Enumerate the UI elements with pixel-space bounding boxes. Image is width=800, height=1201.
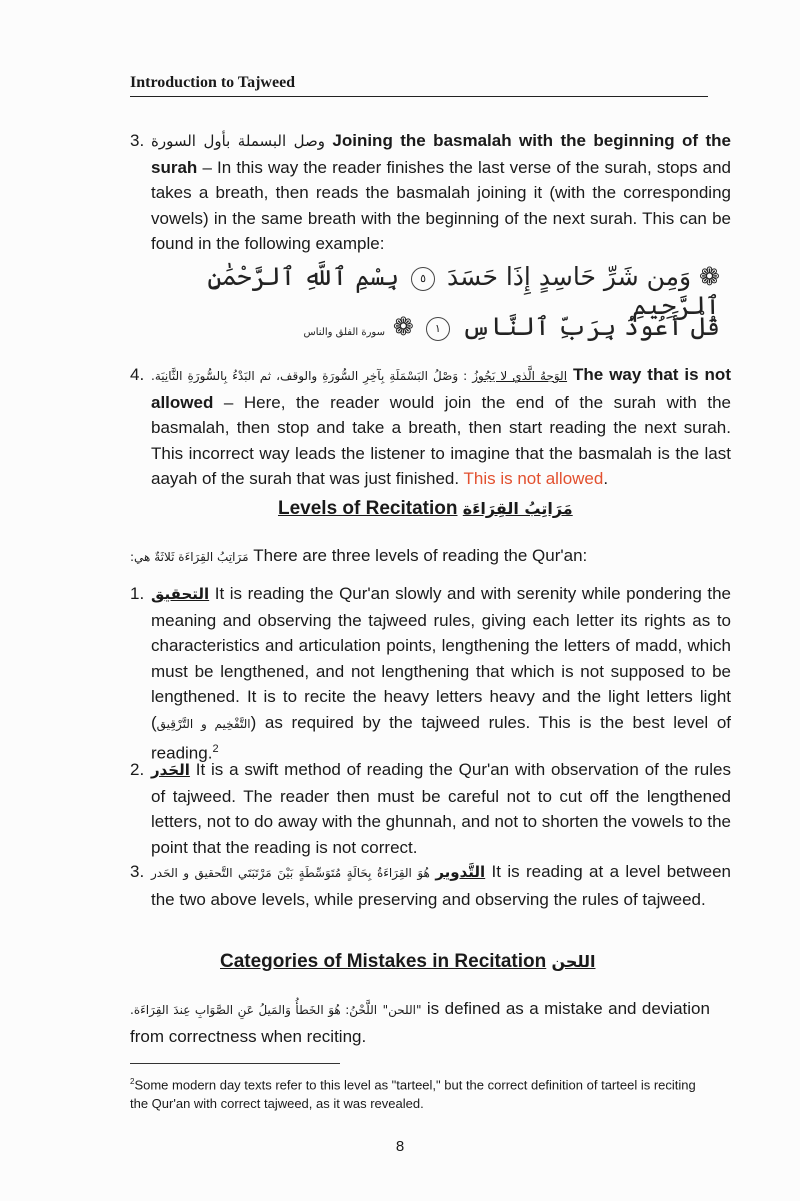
level-3-arabic-key: التَّدوير <box>435 863 486 881</box>
level-3-arabic <box>151 863 486 881</box>
item-4-text: – Here, the reader would join the end of the surah with the basmalah, then stop and take a breath, then start reading the next surah. This incorrect way leads the listener to imagine that the basmalah is the last aayah of the surah that was just finished. <box>151 392 731 488</box>
quran-star-ornament: ❁ <box>699 262 720 291</box>
item-4-number: 4. <box>130 365 145 384</box>
not-allowed-note: This is not allowed <box>463 469 604 488</box>
footnote-rule <box>130 1063 340 1064</box>
item-4 <box>130 362 731 492</box>
level-3-arabic-rest: هُوَ القِرَاءَةُ بِحَالَةٍ مُتَوَسِّطَةٍ بَيْنَ مَرْتَبَتَي التَّحقيق و الحَدر <box>151 866 430 880</box>
level-3-text: It is reading at a level between the two above levels, while preserving and observing the rules of tajweed. <box>151 862 731 909</box>
mistakes-heading-title: Categories of Mistakes in Recitation <box>220 951 547 972</box>
ayah-marker-5: ٥ <box>411 267 435 291</box>
levels-intro-arabic: مَرَاتِبُ القِرَاءَة ثَلاثَةٌ هي: <box>130 550 249 564</box>
quran-verse-nas: قُلْ أَعُوذُ بِرَبِّ ٱلنَّاسِ <box>461 312 720 341</box>
level-3-number: 3. <box>130 862 145 881</box>
surah-source: سورة الفلق والناس <box>303 327 385 338</box>
lahn-definition-text: is defined as a mistake and deviation from correctness when reciting. <box>130 999 710 1046</box>
header-rule <box>130 96 708 97</box>
footnote <box>130 1072 715 1113</box>
quran-example-line-2 <box>120 312 720 341</box>
level-2-arabic: الحَدر <box>151 761 190 779</box>
lahn-quoted-term: "اللحن" <box>382 1003 422 1017</box>
lahn-definition <box>130 996 710 1049</box>
level-3 <box>130 859 731 912</box>
levels-heading <box>278 498 573 520</box>
running-header: Introduction to Tajweed <box>130 74 296 91</box>
footnote-text: Some modern day texts refer to this level as "tarteel," but the correct definition of tarteel is reciting the Qur'an with correct tajweed, as it was revealed. <box>130 1077 696 1112</box>
bleed-through-text <box>130 50 134 65</box>
item-3 <box>130 128 731 257</box>
quran-verse-falaq: وَمِن شَرِّ حَاسِدٍ إِذَا حَسَدَ <box>447 262 692 291</box>
mistakes-heading-arabic: اللحن <box>551 952 596 971</box>
item-3-heading: Joining the basmalah with the beginning of the surah <box>151 131 732 177</box>
level-1-arabic: التحقيق <box>151 585 210 603</box>
lahn-definition-arabic: اللَّحْنُ: هُوَ الخَطأُ وَالمَيلُ عَنِ الصَّوَابِ عِندَ القِرَاءَة. <box>130 1003 378 1017</box>
level-1-number: 1. <box>130 584 145 603</box>
item-4-arabic-key: الوَجهُ الَّذي لا يَجُوزُ <box>472 369 568 383</box>
page-number: 8 <box>395 1138 405 1155</box>
levels-heading-arabic: مَرَاتِبُ القِرَاءَة <box>462 499 573 518</box>
level-1-arabic-inline: التَّفْخِيم و التَّرْقِيق <box>156 716 251 731</box>
level-1 <box>130 581 731 766</box>
ayah-marker-1: ١ <box>426 317 450 341</box>
item-3-text: – In this way the reader finishes the last verse of the surah, stops and takes a breath, then reads the basmalah joining it (with the corresponding vowels) in the same breath with the beginning of the next surah. This can be found in the following example: <box>151 157 731 253</box>
quran-basmalah: بِسْمِ ٱللَّهِ ٱلرَّحْمَٰنِ ٱلرَّحِيمِ <box>207 262 720 320</box>
mistakes-heading <box>220 951 595 973</box>
item-4-arabic-rest: : وَصْلُ البَسْمَلَةِ بِآخِرِ السُّورَةِ والوقف، ثم البَدْءُ بِالسُّورَةِ الثَّانِيَة. <box>151 369 468 383</box>
levels-intro-text: There are three levels of reading the Qur'an: <box>253 546 588 565</box>
footnote-ref: 2 <box>212 743 219 755</box>
quran-star-ornament: ❁ <box>392 312 414 341</box>
levels-intro <box>130 543 710 571</box>
levels-heading-title: Levels of Recitation <box>278 498 458 519</box>
level-1-text-b: ) as required by the tajweed rules. This is the best level of reading. <box>151 712 731 763</box>
level-2-text: It is a swift method of reading the Qur'an with observation of the rules of tajweed. The reader then must be careful not to cut off the lengthened letters, not to do away with the ghunnah, and not to shorten the vowels to the point that the reading is not correct. <box>151 760 731 857</box>
footnote-mark: 2 <box>130 1077 135 1086</box>
item-4-period: . <box>603 469 609 488</box>
level-2 <box>130 757 731 860</box>
item-4-heading: The way that is not allowed <box>151 365 731 412</box>
item-4-arabic <box>151 369 567 383</box>
item-3-arabic: وصل البسملة بأول السورة <box>151 132 325 150</box>
level-2-number: 2. <box>130 760 145 779</box>
item-3-number: 3. <box>130 131 145 150</box>
level-1-text: It is reading the Qur'an slowly and with serenity while pondering the meaning and observing the tajweed rules, giving each letter its rights as to characteristics and articulation points, lengthening the letters of madd, which must be lengthened, and not lengthening that which is not supposed to be lengthened. It is to recite the heavy letters heavy and the light letters light ( <box>151 584 731 732</box>
